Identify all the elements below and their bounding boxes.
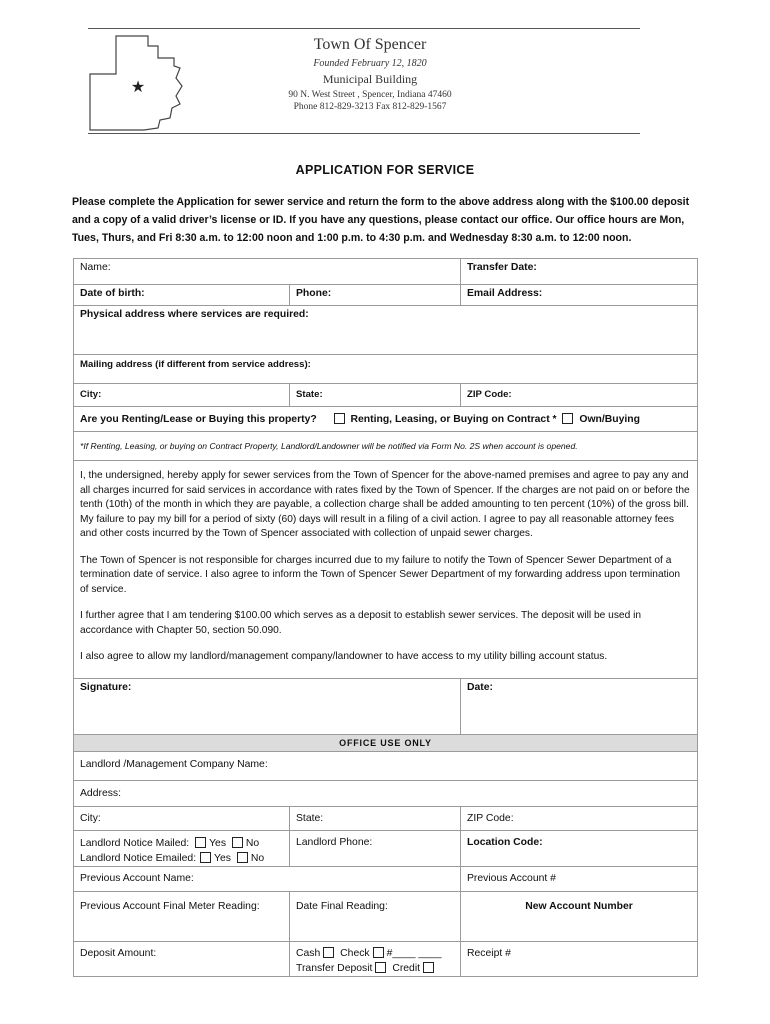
building-name: Municipal Building [322, 72, 418, 86]
dob-field[interactable] [73, 284, 290, 306]
city-field[interactable] [73, 383, 290, 407]
physical-address-field[interactable] [73, 305, 698, 355]
state-field[interactable] [289, 383, 461, 407]
founded-date: Founded February 12, 1820 [313, 58, 427, 69]
final-meter-label: Previous Account Final Meter Reading: [80, 901, 260, 912]
email-field[interactable] [460, 284, 698, 306]
office-city-field[interactable] [73, 806, 290, 831]
cash-label: Cash [296, 948, 321, 959]
notice-mailed-yes-label: Yes [209, 838, 227, 849]
mailing-address-field[interactable] [73, 354, 698, 384]
transfer-date-label: Transfer Date: [467, 262, 537, 273]
renting-checkbox[interactable] [334, 413, 345, 424]
renting-question: Are you Renting/Lease or Buying this property? [80, 414, 317, 425]
check-number[interactable]: #____ ____ [386, 948, 442, 959]
landlord-name-field[interactable] [73, 751, 698, 781]
landlord-address-field[interactable] [73, 780, 698, 807]
new-account-field[interactable] [460, 891, 698, 942]
transfer-deposit-label: Transfer Deposit [296, 963, 373, 974]
renting-row [73, 406, 698, 432]
notice-emailed-yes-checkbox[interactable] [200, 852, 211, 863]
credit-label: Credit [392, 963, 421, 974]
transfer-date-field[interactable] [460, 258, 698, 285]
office-state-label: State: [296, 813, 324, 824]
agreement-paragraph-3: I further agree that I am tendering $100.00 which serves as a deposit to establish sewer services. The deposit will be used in accordance with Chapter 50, section 50.090. [80, 610, 641, 636]
notice-mailed-yes-checkbox[interactable] [195, 837, 206, 848]
landlord-phone-field[interactable] [289, 830, 461, 867]
town-phone-fax: Phone 812-829-3213 Fax 812-829-1567 [293, 102, 447, 112]
own-checkbox[interactable] [562, 413, 573, 424]
intro-text: Please complete the Application for sewer service and return the form to the above address along with the $100.00 deposit and a copy of a valid driver’s license or ID. If you have any questions, please contact our office. Our office hours are Mon, Tues, Thurs, and Fri 8:30 a.m. to 12:00 noon and 1:00 p.m. to 4:30 p.m. and Wednesday 8:30 a.m. to 12:00 noon. [72, 196, 690, 244]
office-state-field[interactable] [289, 806, 461, 831]
prev-account-number-field[interactable] [460, 866, 698, 892]
office-city-label: City: [80, 813, 101, 824]
date-final-field[interactable] [289, 891, 461, 942]
date-final-label: Date Final Reading: [296, 901, 388, 912]
footnote-text: *If Renting, Leasing, or buying on Contract Property, Landlord/Landowner will be notified via Form No. 2S when account is opened. [80, 441, 578, 451]
deposit-amount-label: Deposit Amount: [80, 948, 157, 959]
landlord-phone-label: Landlord Phone: [296, 837, 373, 848]
zip-label: ZIP Code: [467, 389, 512, 400]
zip-field[interactable] [460, 383, 698, 407]
landlord-address-label: Address: [80, 788, 122, 799]
signature-field[interactable] [73, 678, 461, 735]
prev-account-number-label: Previous Account # [467, 873, 556, 884]
cash-checkbox[interactable] [323, 947, 334, 958]
svg-text:★: ★ [130, 77, 146, 96]
office-use-header [73, 734, 698, 752]
prev-account-name-label: Previous Account Name: [80, 873, 194, 884]
receipt-field[interactable] [460, 941, 698, 977]
landlord-name-label: Landlord /Management Company Name: [80, 759, 268, 770]
town-name: Town Of Spencer [313, 36, 427, 53]
location-code-field[interactable] [460, 830, 698, 867]
notice-emailed-yes-label: Yes [213, 853, 231, 864]
letterhead-top-rule [88, 28, 640, 29]
date-field[interactable] [460, 678, 698, 735]
phone-label: Phone: [296, 288, 332, 299]
final-meter-field[interactable] [73, 891, 290, 942]
notice-mailed-no-label: No [245, 838, 260, 849]
notice-mailed-label: Landlord Notice Mailed: [80, 838, 190, 849]
mailing-address-label: Mailing address (if different from service address): [80, 359, 311, 370]
renting-option-label: Renting, Leasing, or Buying on Contract * [350, 414, 557, 425]
notice-emailed-no-checkbox[interactable] [237, 852, 248, 863]
office-zip-label: ZIP Code: [467, 813, 514, 824]
phone-field[interactable] [289, 284, 461, 306]
signature-label: Signature: [80, 682, 132, 693]
new-account-label: New Account Number [525, 901, 633, 912]
date-label: Date: [467, 682, 493, 693]
check-label: Check [340, 948, 370, 959]
prev-account-name-field[interactable] [73, 866, 461, 892]
dob-label: Date of birth: [80, 288, 145, 299]
indiana-map-icon [86, 34, 186, 132]
agreement-paragraph-4: I also agree to allow my landlord/management company/landowner to have access to my utility billing account status. [80, 651, 608, 662]
office-zip-field[interactable] [460, 806, 698, 831]
agreement-paragraph-2: The Town of Spencer is not responsible for charges incurred due to my failure to notify the Town of Spencer Sewer Department of a termination date of service. I also agree to inform the Town of Spencer Sewer Department of my forwarding address upon termination of service. [80, 554, 681, 595]
city-label: City: [80, 389, 102, 400]
physical-address-label: Physical address where services are required: [80, 309, 309, 320]
check-checkbox[interactable] [373, 947, 384, 958]
state-label: State: [296, 389, 323, 400]
email-label: Email Address: [467, 288, 543, 299]
agreement-block [73, 460, 698, 679]
town-address: 90 N. West Street , Spencer, Indiana 47460 [288, 90, 452, 100]
landlord-notice-field [73, 830, 290, 867]
office-use-label: OFFICE USE ONLY [339, 738, 432, 748]
name-label: Name: [80, 262, 111, 273]
notice-mailed-no-checkbox[interactable] [232, 837, 243, 848]
renting-footnote [73, 431, 698, 461]
notice-emailed-label: Landlord Notice Emailed: [80, 853, 197, 864]
deposit-amount-field[interactable] [73, 941, 290, 977]
name-field[interactable] [73, 258, 461, 285]
own-option-label: Own/Buying [579, 414, 640, 425]
location-code-label: Location Code: [467, 837, 543, 848]
letterhead-bottom-rule [88, 133, 640, 134]
transfer-deposit-checkbox[interactable] [375, 962, 386, 973]
form-title: APPLICATION FOR SERVICE [295, 163, 475, 177]
agreement-paragraph-1: I, the undersigned, hereby apply for sewer services from the Town of Spencer for the above-named premises and agree to pay any and all charges incurred for said services in accordance with rates fixed by the Town of Spencer. If the charges are not paid on or before the tenth (10th) of the month in which they are payable, a collection charge shall be added amounting to ten percent (10%) of the gross bill. My failure to pay my bill for a period of sixty (60) days will result in a filing of a civil action. I agree to pay all reasonable attorney fees and other costs incurred by the Town of Spencer associated with collection of unpaid sewer charges. [80, 470, 690, 539]
payment-method-field [289, 941, 461, 977]
notice-emailed-no-label: No [250, 853, 265, 864]
credit-checkbox[interactable] [423, 962, 434, 973]
receipt-label: Receipt # [467, 948, 511, 959]
